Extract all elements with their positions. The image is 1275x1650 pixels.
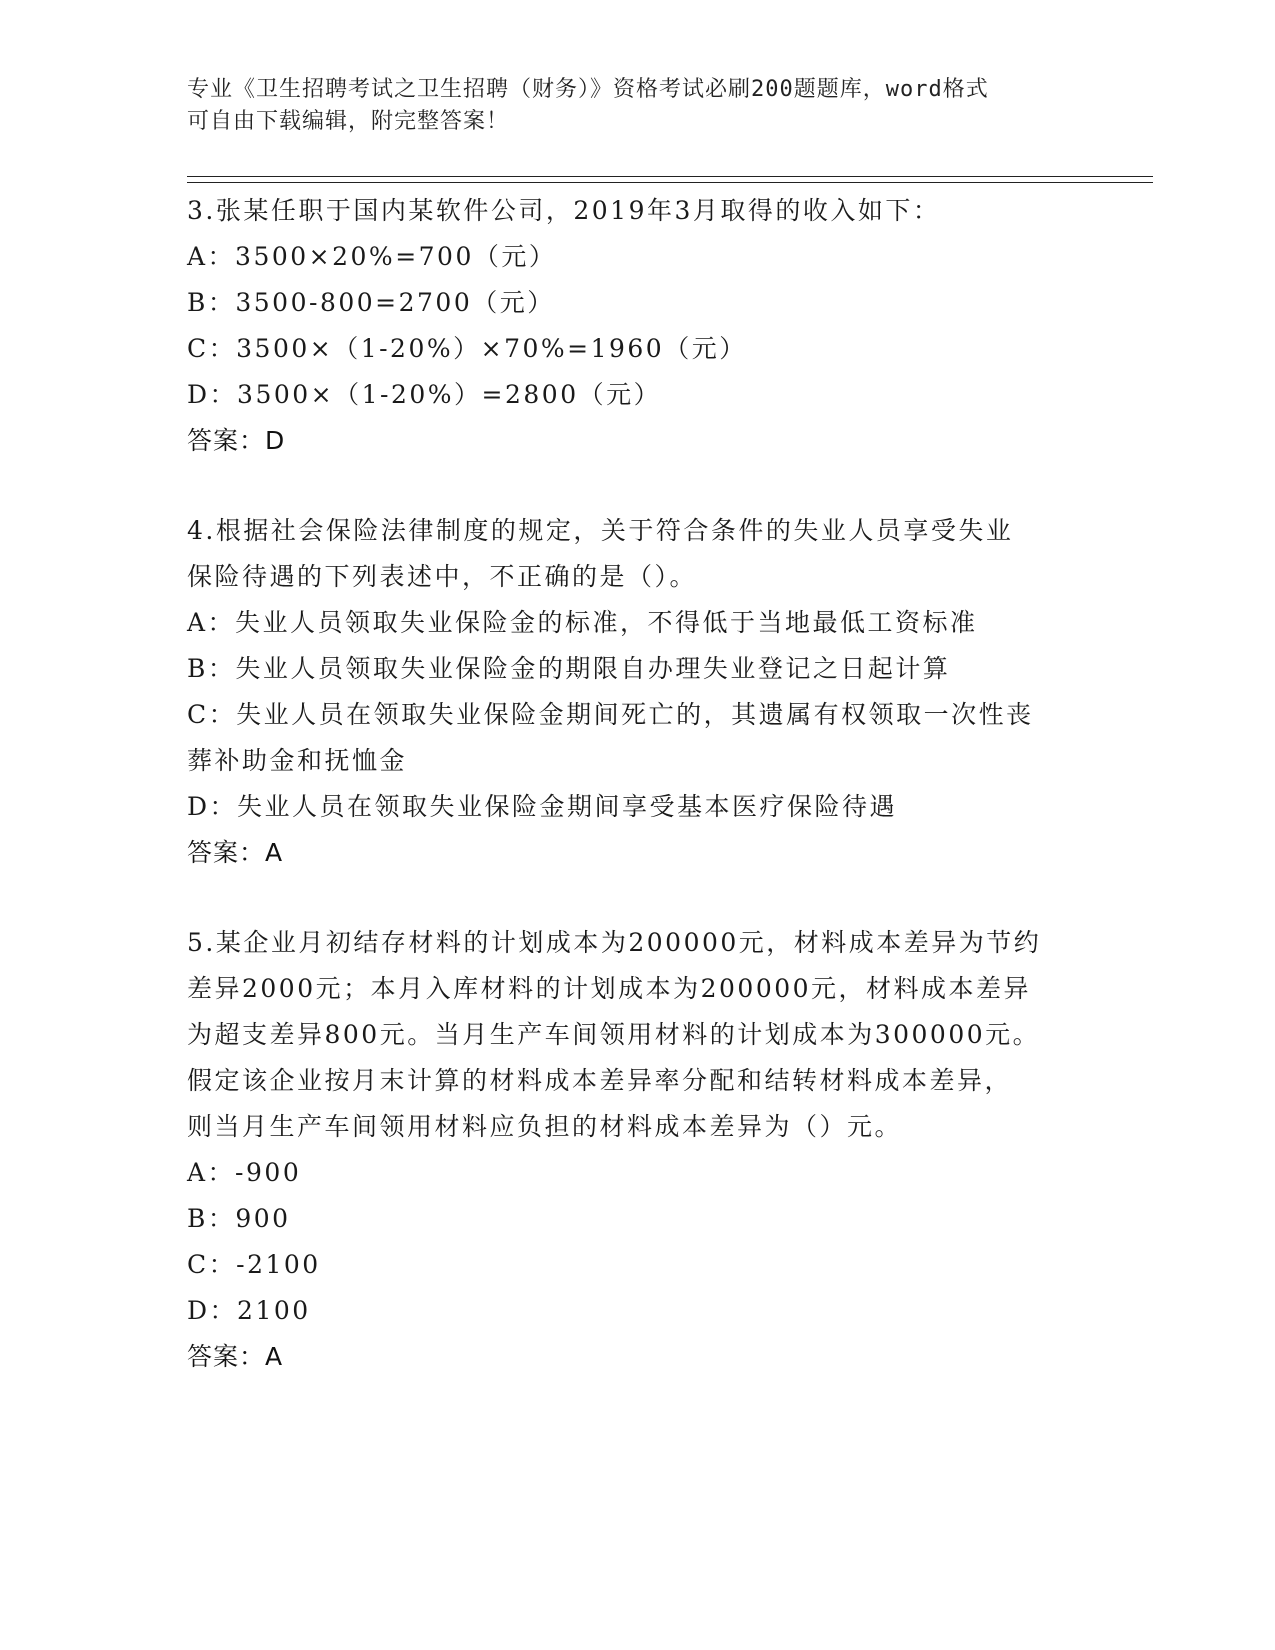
answer-line: 答案：A xyxy=(187,838,284,867)
option-a: A：-900 xyxy=(187,1158,302,1187)
question-stem: 为超支差异800元。当月生产车间领用材料的计划成本为300000元。 xyxy=(187,1020,1041,1049)
option-c-continued: 葬补助金和抚恤金 xyxy=(187,746,408,775)
answer-line: 答案：D xyxy=(187,426,286,455)
question-list xyxy=(187,188,1087,1380)
spacer xyxy=(187,876,1087,920)
document-header xyxy=(187,74,1067,138)
question-stem: 4.根据社会保险法律制度的规定，关于符合条件的失业人员享受失业 xyxy=(187,516,1014,545)
question-stem: 假定该企业按月末计算的材料成本差异率分配和结转材料成本差异， xyxy=(187,1066,1013,1095)
question-stem: 5.某企业月初结存材料的计划成本为200000元，材料成本差异为节约 xyxy=(187,928,1042,957)
question-stem: 则当月生产车间领用材料应负担的材料成本差异为（）元。 xyxy=(187,1112,903,1141)
header-divider-bottom xyxy=(187,182,1153,183)
question-3 xyxy=(187,188,1087,464)
header-line-1: 专业《卫生招聘考试之卫生招聘（财务）》资格考试必刷200题题库，word格式 xyxy=(187,77,989,102)
option-c: C：失业人员在领取失业保险金期间死亡的，其遗属有权领取一次性丧 xyxy=(187,700,1034,729)
option-d: D：2100 xyxy=(187,1296,311,1325)
option-b: B：失业人员领取失业保险金的期限自办理失业登记之日起计算 xyxy=(187,654,951,683)
question-stem: 3.张某任职于国内某软件公司，2019年3月取得的收入如下： xyxy=(187,196,941,225)
option-c: C：3500×（1-20%）×70%=1960（元） xyxy=(187,334,747,363)
question-5 xyxy=(187,920,1087,1380)
option-a: A：3500×20%=700（元） xyxy=(187,242,557,271)
option-a: A：失业人员领取失业保险金的标准，不得低于当地最低工资标准 xyxy=(187,608,978,637)
header-line-2: 可自由下载编辑，附完整答案！ xyxy=(187,109,510,134)
answer-line: 答案：A xyxy=(187,1342,284,1371)
question-stem: 保险待遇的下列表述中，不正确的是（）。 xyxy=(187,562,698,591)
question-4 xyxy=(187,508,1087,876)
question-stem: 差异2000元；本月入库材料的计划成本为200000元，材料成本差异 xyxy=(187,974,1032,1003)
option-d: D：失业人员在领取失业保险金期间享受基本医疗保险待遇 xyxy=(187,792,898,821)
spacer xyxy=(187,464,1087,508)
option-d: D：3500×（1-20%）=2800（元） xyxy=(187,380,662,409)
header-divider-top xyxy=(187,176,1153,177)
option-c: C：-2100 xyxy=(187,1250,321,1279)
option-b: B：900 xyxy=(187,1204,291,1233)
option-b: B：3500-800=2700（元） xyxy=(187,288,555,317)
